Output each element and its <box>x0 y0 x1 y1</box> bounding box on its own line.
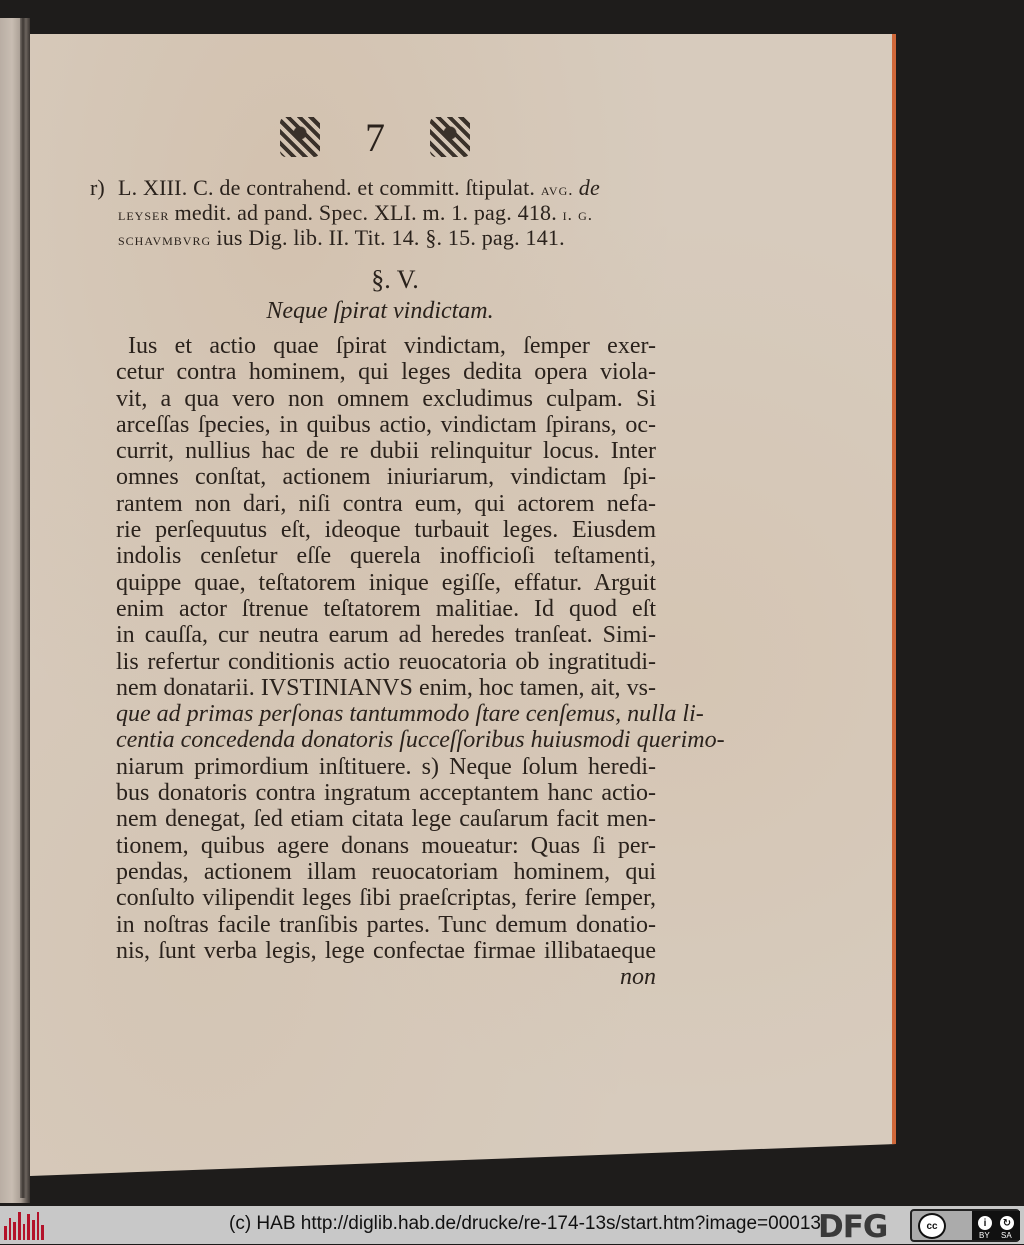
footnote-text: L. XIII. C. de contrahend. et committ. ſtipulat. <box>118 175 541 200</box>
text-line: nem denegat, ſed etiam citata lege cauſarum facit men- <box>116 806 656 833</box>
text-line: bus donatoris contra ingratum acceptantem hanc actio- <box>116 780 656 807</box>
text-line: vit, a qua vero non omnem excludimus culpam. Si <box>116 385 656 412</box>
text-line: Ius et actio quae ſpirat vindictam, ſemper exer- <box>128 333 656 359</box>
attribution-icon: i <box>976 1214 994 1232</box>
section-title: Neque ſpirat vindictam. <box>266 298 494 324</box>
text-line: enim actor ſtrenue teſtatorem malitiae. Id quod eſt <box>116 595 656 622</box>
text-line: in cauſſa, cur neutra earum ad heredes tranſeat. Simi- <box>116 622 656 649</box>
footnote-text: ius Dig. lib. II. Tit. 14. §. 15. pag. 141. <box>216 225 565 250</box>
footer-bar <box>0 1206 1024 1244</box>
text-line: centia concedenda donatoris ſucceſſoribus huiusmodi querimo- <box>116 727 725 754</box>
author-name: avg. <box>540 180 579 199</box>
text-line: conſulto vilipendit leges ſibi praeſcriptas, ferire ſemper, <box>116 885 656 912</box>
text-line: in noſtras facile tranſibis partes. Tunc demum donatio- <box>116 911 656 938</box>
cc-icon: cc <box>918 1213 946 1239</box>
text-line: nis, ſunt verba legis, lege confectae firmae illibataeque <box>116 937 656 964</box>
text-line: niarum primordium inſtituere. s) Neque ſolum heredi- <box>116 753 656 780</box>
footnote-text: medit. ad pand. Spec. XLI. m. 1. pag. 418. <box>174 200 563 225</box>
hab-logo-icon[interactable] <box>4 1210 44 1240</box>
footnote-line <box>118 175 600 202</box>
text-line: quippe quae, teſtatorem inique egiſſe, effatur. Arguit <box>116 569 656 596</box>
footnote-line <box>118 200 593 227</box>
text-line: lis refertur conditionis actio reuocatoria ob ingratitudi- <box>116 648 656 675</box>
text-line: currit, nullius hac de re dubii relinquitur locus. Inter <box>116 438 656 465</box>
author-name: schavmbvrg <box>118 230 217 249</box>
dfg-logo[interactable]: DFG <box>818 1209 888 1245</box>
text-line: tionem, quibus agere donans moueatur: Quas ſi per- <box>116 832 656 859</box>
sa-label: SA <box>1001 1231 1012 1240</box>
footnote-text: de <box>578 175 600 200</box>
text-line: arceſſas ſpecies, in quibus actio, vindictam ſpirans, oc- <box>116 411 656 438</box>
by-label: BY <box>979 1231 990 1240</box>
cc-license-badge[interactable] <box>910 1209 1020 1242</box>
page-number: 7 <box>365 114 385 160</box>
author-name: leyser <box>118 205 175 224</box>
text-line: omnes conſtat, actionem iniuriarum, vindictam ſpi- <box>116 464 656 491</box>
page-header <box>280 112 470 162</box>
catchword: non <box>620 964 656 991</box>
author-name: i. g. <box>562 205 594 224</box>
text-line: indolis cenſetur eſſe querela inofficioſi teſtamenti, <box>116 543 656 570</box>
text-line: que ad primas perſonas tantummodo ſtare cenſemus, nulla li- <box>116 701 704 728</box>
text-line: pendas, actionem illam reuocatoriam hominem, qui <box>116 858 656 885</box>
footnote-line <box>118 225 565 252</box>
floral-ornament-icon <box>430 117 470 157</box>
section-number: §. V. <box>371 265 419 294</box>
body-text <box>116 333 725 991</box>
share-alike-icon: ↻ <box>998 1214 1016 1232</box>
footnote-mark: r) <box>90 175 105 200</box>
text-line: cetur contra hominem, qui leges dedita opera viola- <box>116 359 656 386</box>
text-line: rantem non dari, niſi contra eum, qui actorem nefa- <box>116 490 656 517</box>
text-line: rie perſequutus eſt, ideoque turbauit leges. Eiusdem <box>116 517 656 544</box>
copyright-link[interactable]: (c) HAB http://diglib.hab.de/drucke/re-174-13s/start.htm?image=00013 <box>229 1213 821 1234</box>
floral-ornament-icon <box>280 117 320 157</box>
text-line: nem donatarii. IVSTINIANVS enim, hoc tamen, ait, vs- <box>116 674 656 701</box>
